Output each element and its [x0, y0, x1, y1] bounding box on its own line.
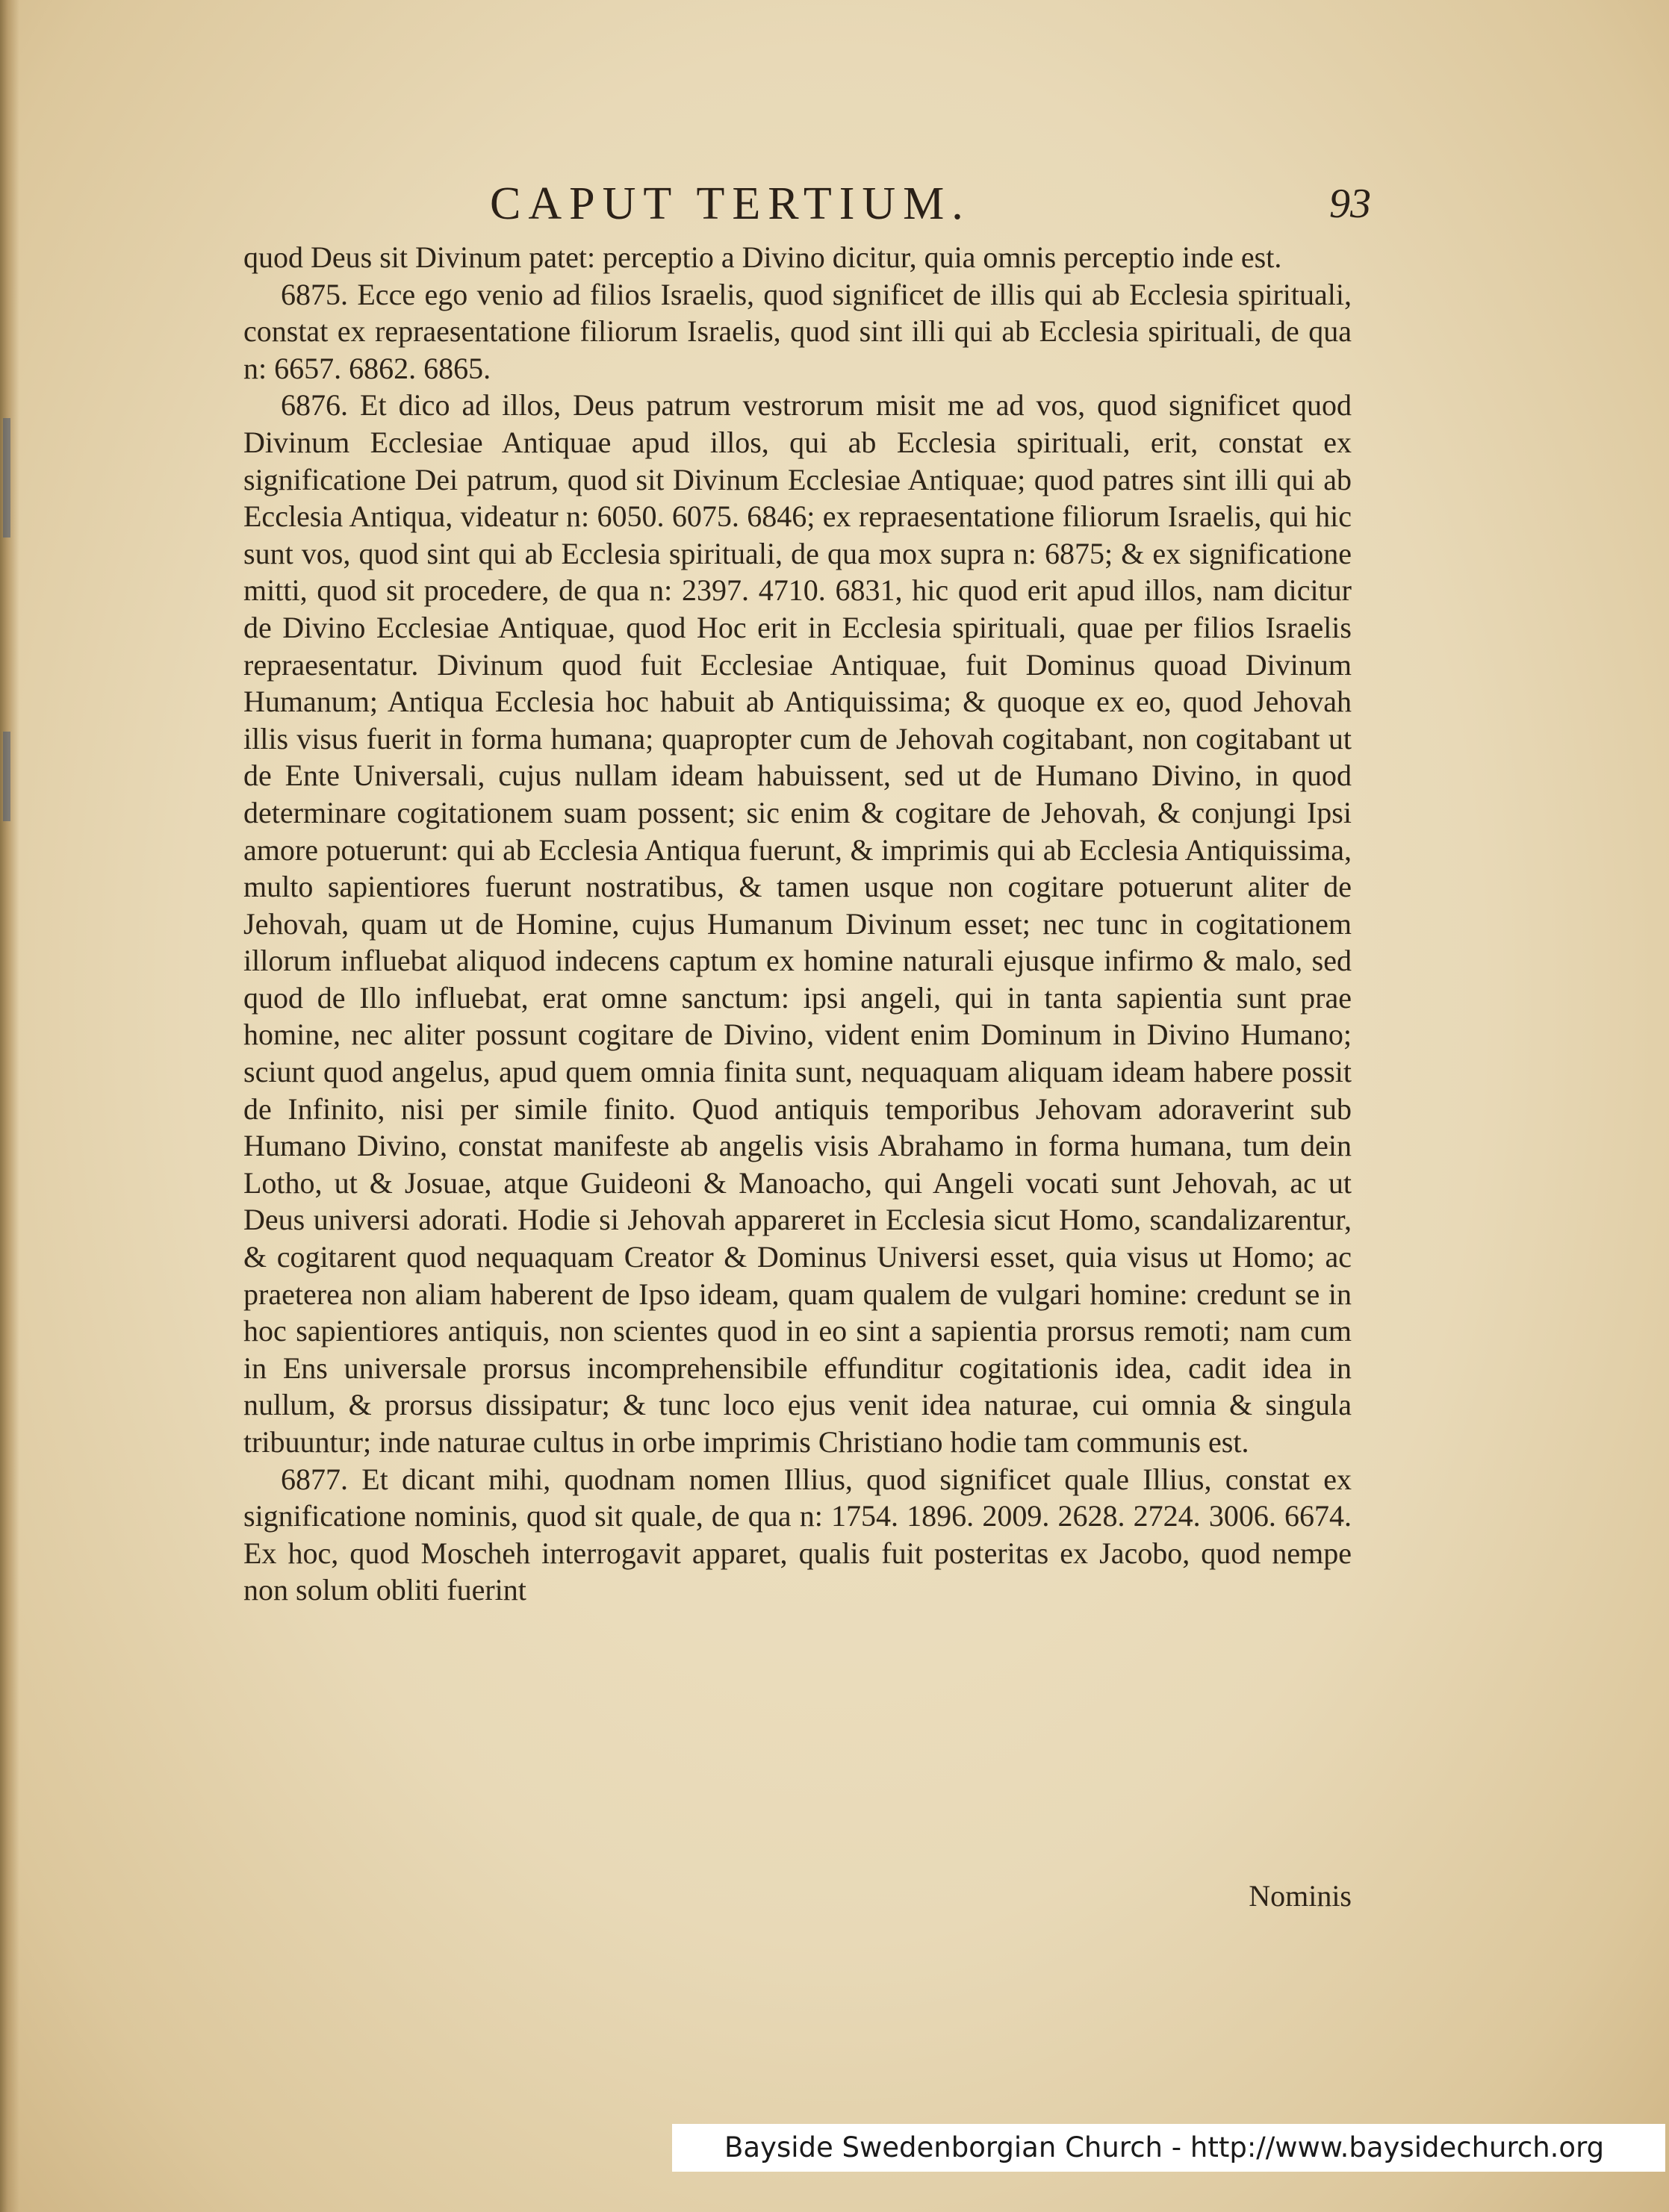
binding-stain [3, 418, 10, 538]
paragraph: 6877. Et dicant mihi, quodnam nomen Illius, quod significet quale Illius, constat ex significatione nominis, quod sit quale, de qua n: 1754. 1896. 2009. 2628. 2724. 3006. 6674. Ex hoc, quod Moscheh interrogavit apparet, qualis fuit posteritas ex Jacobo, quod nempe non solum obliti fuerint [243, 1462, 1352, 1607]
paragraph: quod Deus sit Divinum patet: perceptio a Divino dicitur, quia omnis perceptio inde est. [243, 240, 1282, 274]
binding-stain [3, 732, 10, 821]
running-head [243, 170, 1401, 237]
footer-banner [672, 2124, 1665, 2172]
chapter-title: CAPUT TERTIUM. [490, 178, 971, 229]
footer-credit: Bayside Swedenborgian Church - http://www.baysidechurch.org [724, 2131, 1605, 2163]
page-binding-edge [0, 0, 19, 2212]
page-number: 93 [1329, 181, 1371, 227]
paragraph: 6875. Ecce ego venio ad filios Israelis, quod significet de illis qui ab Ecclesia spirituali, constat ex repraesentatione filiorum Israelis, quod sint illi qui ab Ecclesia spirituali, de qua n: 6657. 6862. 6865. [243, 277, 1352, 385]
body-text [243, 239, 1352, 1609]
catchword: Nominis [1249, 1879, 1352, 1913]
paragraph: 6876. Et dico ad illos, Deus patrum vestrorum misit me ad vos, quod significet quod Divinum Ecclesiae Antiquae apud illos, qui ab Ecclesia spirituali, erit, constat ex significatione Dei patrum, quod sit Divinum Ecclesiae Antiquae; quod patres sint illi qui ab Ecclesia Antiqua, videatur n: 6050. 6075. 6846; ex repraesentatione filiorum Israelis, qui hic sunt vos, quod sint qui ab Ecclesia spirituali, de qua mox supra n: 6875; & ex significatione mitti, quod sit procedere, de qua n: 2397. 4710. 6831, hic quod erit apud illos, nam dicitur de Divino Ecclesiae Antiquae, quod Hoc erit in Ecclesia spirituali, quae per filios Israelis repraesentatur. Divinum quod fuit Ecclesiae Antiquae, fuit Dominus quoad Divinum Humanum; Antiqua Ecclesia hoc habuit ab Antiquissima; & quoque ex eo, quod Jehovah illis visus fuerit in forma humana; quapropter cum de Jehovah cogitabant, non cogitabant ut de Ente Universali, cujus nullam ideam habuissent, sed ut de Humano Divino, in quod determinare cogitationem suam possent; sic enim & cogitare de Jehovah, & conjungi Ipsi amore potuerunt: qui ab Ecclesia Antiqua fuerunt, & imprimis qui ab Ecclesia Antiquissima, multo sapientiores fuerunt nostratibus, & tamen usque non cogitare potuerunt aliter de Jehovah, quam ut de Homine, cujus Humanum Divinum esset; nec tunc in cogitationem illorum influebat aliquod indecens captum ex homine naturali ejusque infirmo & malo, sed quod de Illo influebat, erat omne sanctum: ipsi angeli, qui in tanta sapientia sunt prae homine, nec aliter possunt cogitare de Divino, vident enim Dominum in Divino Humano; sciunt quod angelus, apud quem omnia finita sunt, nequaquam aliquam ideam habere possit de Infinito, nisi per simile finito. Quod antiquis temporibus Jehovam adoraverint sub Humano Divino, constat manifeste ab angelis visis Abrahamo in forma humana, tum dein Lotho, ut & Josuae, atque Guideoni & Manoacho, qui Angeli vocati sunt Jehovah, ac ut Deus universi adorati. Hodie si Jehovah appareret in Ecclesia sicut Homo, scandalizarentur, & cogitarent quod nequaquam Creator & Dominus Universi esset, quia visus ut Homo; ac praeterea non aliam haberent de Ipso ideam, quam qualem de vulgari homine: credunt se in hoc sapientiores antiquis, non scientes quod in eo sint a sapientia prorsus remoti; nam cum in Ens universale prorsus incomprehensibile effunditur cogitationis idea, cadit idea in nullum, & prorsus dissipatur; & tunc loco ejus venit idea naturae, cui omnia & singula tribuuntur; inde naturae cultus in orbe imprimis Christiano hodie tam communis est. [243, 388, 1352, 1459]
